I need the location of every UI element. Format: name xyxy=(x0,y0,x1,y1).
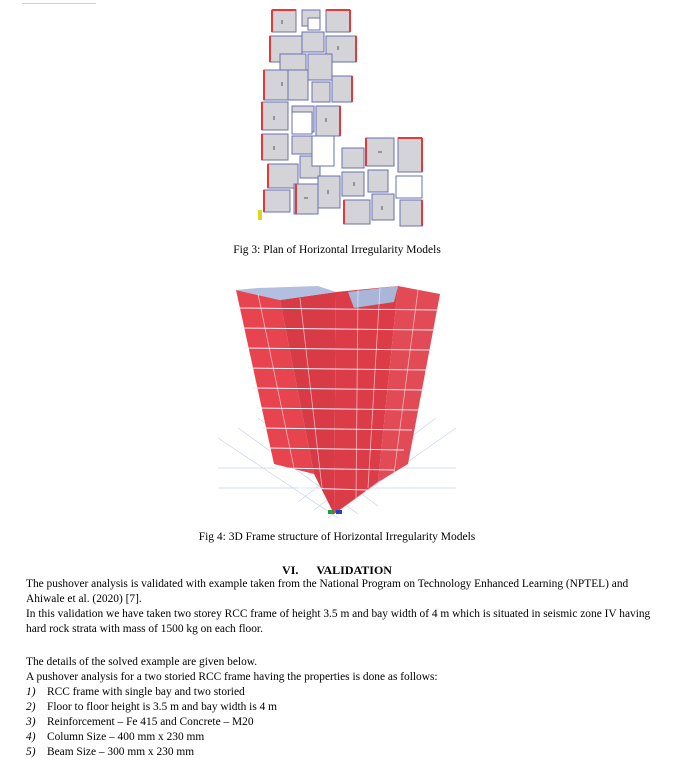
section-number: VI. xyxy=(282,563,299,577)
paragraph-validation-frame: In this validation we have taken two storey RCC frame of height 3.5 m and bay width of 4 m which is situated in seismic zone IV having hard rock strata with mass of 1500 kg on each floor. xyxy=(26,608,651,635)
page-top-rule xyxy=(22,3,96,4)
list-item: 1) RCC frame with single bay and two storied xyxy=(26,686,245,698)
property-list xyxy=(26,685,277,760)
section-heading xyxy=(0,563,674,578)
fig3-caption: Fig 3: Plan of Horizontal Irregularity Models xyxy=(233,244,441,256)
paragraph-solved-example: The details of the solved example are given below. xyxy=(26,656,258,668)
list-item: 5) Beam Size – 300 mm x 230 mm xyxy=(26,746,195,758)
paragraph-pushover-intro: A pushover analysis for a two storied RCC frame having the properties is done as follows: xyxy=(26,671,438,683)
list-item: 4) Column Size – 400 mm x 230 mm xyxy=(26,731,205,743)
fig4-3d-frame-image xyxy=(218,278,456,524)
section-title: VALIDATION xyxy=(316,563,392,577)
list-item: 3) Reinforcement – Fe 415 and Concrete – M20 xyxy=(26,716,254,728)
paragraph-validation-source: The pushover analysis is validated with example taken from the National Program on Technology Enhanced Learning (NPTEL) and Ahiwale et al. (2020) [7]. xyxy=(26,578,629,605)
list-item: 2) Floor to floor height is 3.5 m and bay width is 4 m xyxy=(26,701,278,713)
fig4-caption: Fig 4: 3D Frame structure of Horizontal Irregularity Models xyxy=(198,531,476,543)
fig3-plan-image xyxy=(252,6,432,234)
